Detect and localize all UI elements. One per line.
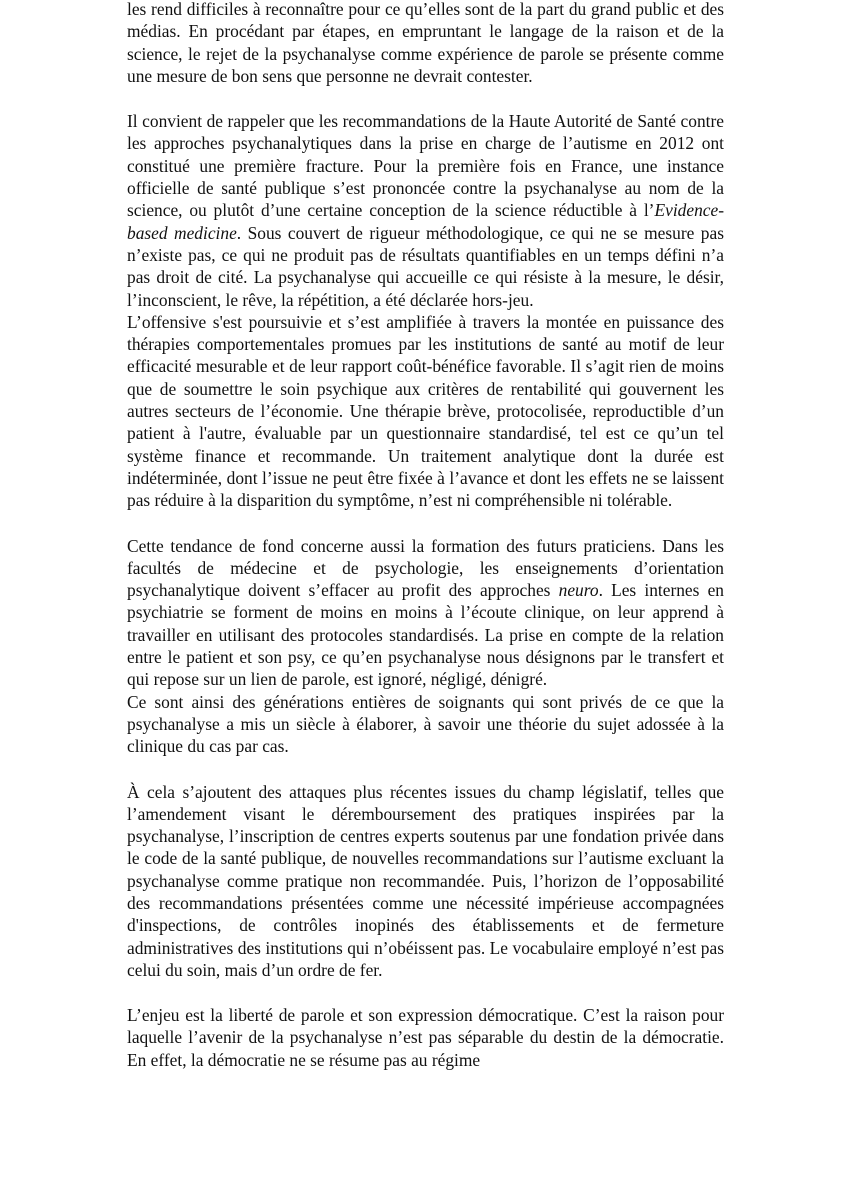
text-segment: . Les internes en psychiatrie se forment de moins en moins à l’écoute clinique, on leur apprend à travailler en utilisant des protocoles standardisés. La prise en compte de la relation entre le patient et son psy, ce qu’en psychanalyse nous désignons par le transfert et qui repose sur un lien de parole, est ignoré, négligé, dénigré.: [127, 580, 725, 690]
text-segment: Il convient de rappeler que les recommandations de la Haute Autorité de Santé contre les approches psychanalytiques dans la prise en charge de l’autisme en 2012 ont constitué une première fracture. Pour la première fois en France, une instance officielle de santé publique s’est prononcée contre la psychanalyse au nom de la science, ou plutôt d’une certaine conception de la science réductible à l’: [127, 111, 724, 221]
paragraph-6: [127, 781, 724, 982]
paragraph-gap: [127, 758, 724, 781]
paragraph-3: [127, 311, 724, 512]
paragraph-gap: [127, 87, 724, 110]
text-segment: Ce sont ainsi des générations entières de soignants qui sont privés de ce que la psychanalyse a mis un siècle à élaborer, à savoir une théorie du sujet adossée à la clinique du cas par cas.: [127, 691, 724, 757]
paragraph-1: [127, 0, 724, 87]
text-segment: L’offensive s'est poursuivie et s’est amplifiée à travers la montée en puissance des thérapies comportementales promues par les institutions de santé au motif de leur efficacité mesurable et de leur rapport coût-bénéfice favorable. Il s’agit rien de moins que de soumettre le soin psychique aux critères de rentabilité qui gouvernent les autres secteurs de l’économie. Une thérapie brève, protocolisée, reproductible d’un patient à l'autre, évaluable par un questionnaire standardisé, tel est ce qu’un tel système finance et recommande. Un traitement analytique dont la durée est indéterminée, dont l’issue ne peut être fixée à l’avance et dont les effets ne se laissent pas réduire à la disparition du symptôme, n’est ni compréhensible ni tolérable.: [127, 311, 724, 511]
text-segment: À cela s’ajoutent des attaques plus récentes issues du champ législatif, telles que l’amendement visant le déremboursement des pratiques inspirées par la psychanalyse, l’inscription de centres experts soutenus par une fondation privée dans le code de la santé publique, de nouvelles recommandations sur l’autisme excluant la psychanalyse comme pratique non recommandée. Puis, l’horizon de l’opposabilité des recommandations présentées comme une nécessité impérieuse accompagnées d'inspections, de contrôles inopinés des établissements et de fermeture administratives des institutions qui n’obéissent pas. Le vocabulaire employé n’est pas celui du soin, mais d’un ordre de fer.: [127, 781, 724, 980]
text-segment: les rend difficiles à reconnaître pour ce qu’elles sont de la part du grand public et des médias. En procédant par étapes, en empruntant le langage de la raison et de la science, le rejet de la psychanalyse comme expérience de parole se présente comme une mesure de bon sens que personne ne devrait contester.: [127, 0, 724, 86]
italic-term: neuro: [558, 580, 599, 601]
paragraph-5: [127, 691, 724, 758]
paragraph-2: [127, 110, 724, 311]
paragraph-gap: [127, 512, 724, 535]
text-segment: . Sous couvert de rigueur méthodologique, ce qui ne se mesure pas n’existe pas, ce qui ne produit pas de résultats quantifiables en un temps défini n’a pas droit de cité. La psychanalyse qui accueille ce qui résiste à la mesure, le désir, l’inconscient, le rêve, la répétition, a été déclarée hors-jeu.: [127, 222, 724, 310]
paragraph-4: [127, 535, 724, 691]
paragraph-gap: [127, 981, 724, 1004]
text-segment: Cette tendance de fond concerne aussi la formation des futurs praticiens. Dans les facultés de médecine et de psychologie, les enseignements d’orientation psychanalytique doivent s’effacer au profit des approches: [127, 535, 724, 601]
paragraph-7: [127, 1004, 724, 1071]
document-page: [127, 0, 724, 1071]
text-segment: L’enjeu est la liberté de parole et son expression démocratique. C’est la raison pour laquelle l’avenir de la psychanalyse n’est pas séparable du destin de la démocratie. En effet, la démocratie ne se résume pas au régime: [127, 1005, 724, 1070]
italic-term: Evidence-based medicine: [127, 200, 724, 243]
